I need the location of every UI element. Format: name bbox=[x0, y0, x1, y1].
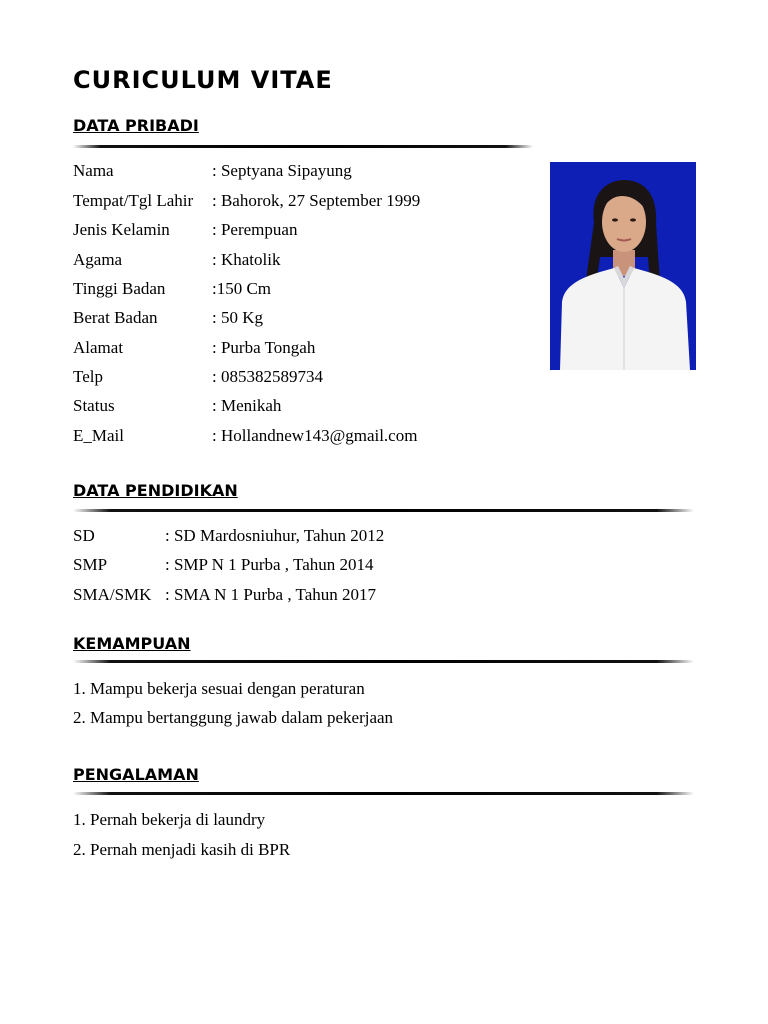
section-divider bbox=[73, 660, 694, 663]
section-heading-skills: KEMAMPUAN bbox=[73, 634, 191, 653]
personal-row-religion bbox=[73, 249, 281, 271]
personal-row-height bbox=[73, 278, 272, 300]
education-row-smp bbox=[73, 554, 374, 576]
education-row-sd bbox=[73, 525, 385, 547]
list-item: 1. Mampu bekerja sesuai dengan peraturan bbox=[73, 679, 365, 698]
field-value: : 50 Kg bbox=[212, 308, 263, 327]
personal-row-gender bbox=[73, 219, 298, 241]
field-label: Tinggi Badan bbox=[73, 279, 166, 298]
field-value: : Perempuan bbox=[212, 220, 298, 239]
field-label: Berat Badan bbox=[73, 308, 158, 327]
field-label: Jenis Kelamin bbox=[73, 220, 170, 239]
field-label: SD bbox=[73, 526, 95, 545]
personal-row-email bbox=[73, 425, 418, 447]
section-divider bbox=[73, 509, 694, 512]
section-heading-experience: PENGALAMAN bbox=[73, 765, 199, 784]
list-item: 2. Mampu bertanggung jawab dalam pekerjaan bbox=[73, 708, 394, 727]
field-value: : SMP N 1 Purba , Tahun 2014 bbox=[165, 555, 374, 574]
field-value: : Purba Tongah bbox=[212, 338, 316, 357]
field-value: : Septyana Sipayung bbox=[212, 161, 352, 180]
section-heading-personal: DATA PRIBADI bbox=[73, 116, 199, 135]
field-label: Status bbox=[73, 396, 115, 415]
section-heading-education: DATA PENDIDIKAN bbox=[73, 481, 238, 500]
personal-row-name bbox=[73, 160, 352, 182]
field-value: : Menikah bbox=[212, 396, 282, 415]
field-value: : Hollandnew143@gmail.com bbox=[212, 426, 418, 445]
field-value: : 085382589734 bbox=[212, 367, 323, 386]
section-divider bbox=[73, 792, 694, 795]
field-label: Tempat/Tgl Lahir bbox=[73, 191, 194, 210]
profile-photo bbox=[550, 162, 696, 370]
field-label: E_Mail bbox=[73, 426, 124, 445]
field-label: SMP bbox=[73, 555, 108, 574]
list-item: 1. Pernah bekerja di laundry bbox=[73, 810, 266, 829]
field-label: Nama bbox=[73, 161, 114, 180]
field-value: : Bahorok, 27 September 1999 bbox=[212, 191, 421, 210]
field-label: Agama bbox=[73, 250, 123, 269]
field-value: : SMA N 1 Purba , Tahun 2017 bbox=[165, 585, 377, 604]
personal-row-weight bbox=[73, 307, 263, 329]
field-value: : SD Mardosniuhur, Tahun 2012 bbox=[165, 526, 385, 545]
list-item: 2. Pernah menjadi kasih di BPR bbox=[73, 840, 291, 859]
personal-row-birth bbox=[73, 190, 421, 212]
field-label: Alamat bbox=[73, 338, 124, 357]
field-value: : Khatolik bbox=[212, 250, 281, 269]
personal-row-status bbox=[73, 395, 282, 417]
field-label: Telp bbox=[73, 367, 103, 386]
document-title: CURICULUM VITAE bbox=[73, 66, 333, 94]
field-value: :150 Cm bbox=[212, 279, 272, 298]
personal-row-address bbox=[73, 337, 316, 359]
education-row-sma bbox=[73, 584, 377, 606]
section-divider bbox=[73, 145, 533, 148]
personal-row-phone bbox=[73, 366, 323, 388]
field-label: SMA/SMK bbox=[73, 585, 152, 604]
